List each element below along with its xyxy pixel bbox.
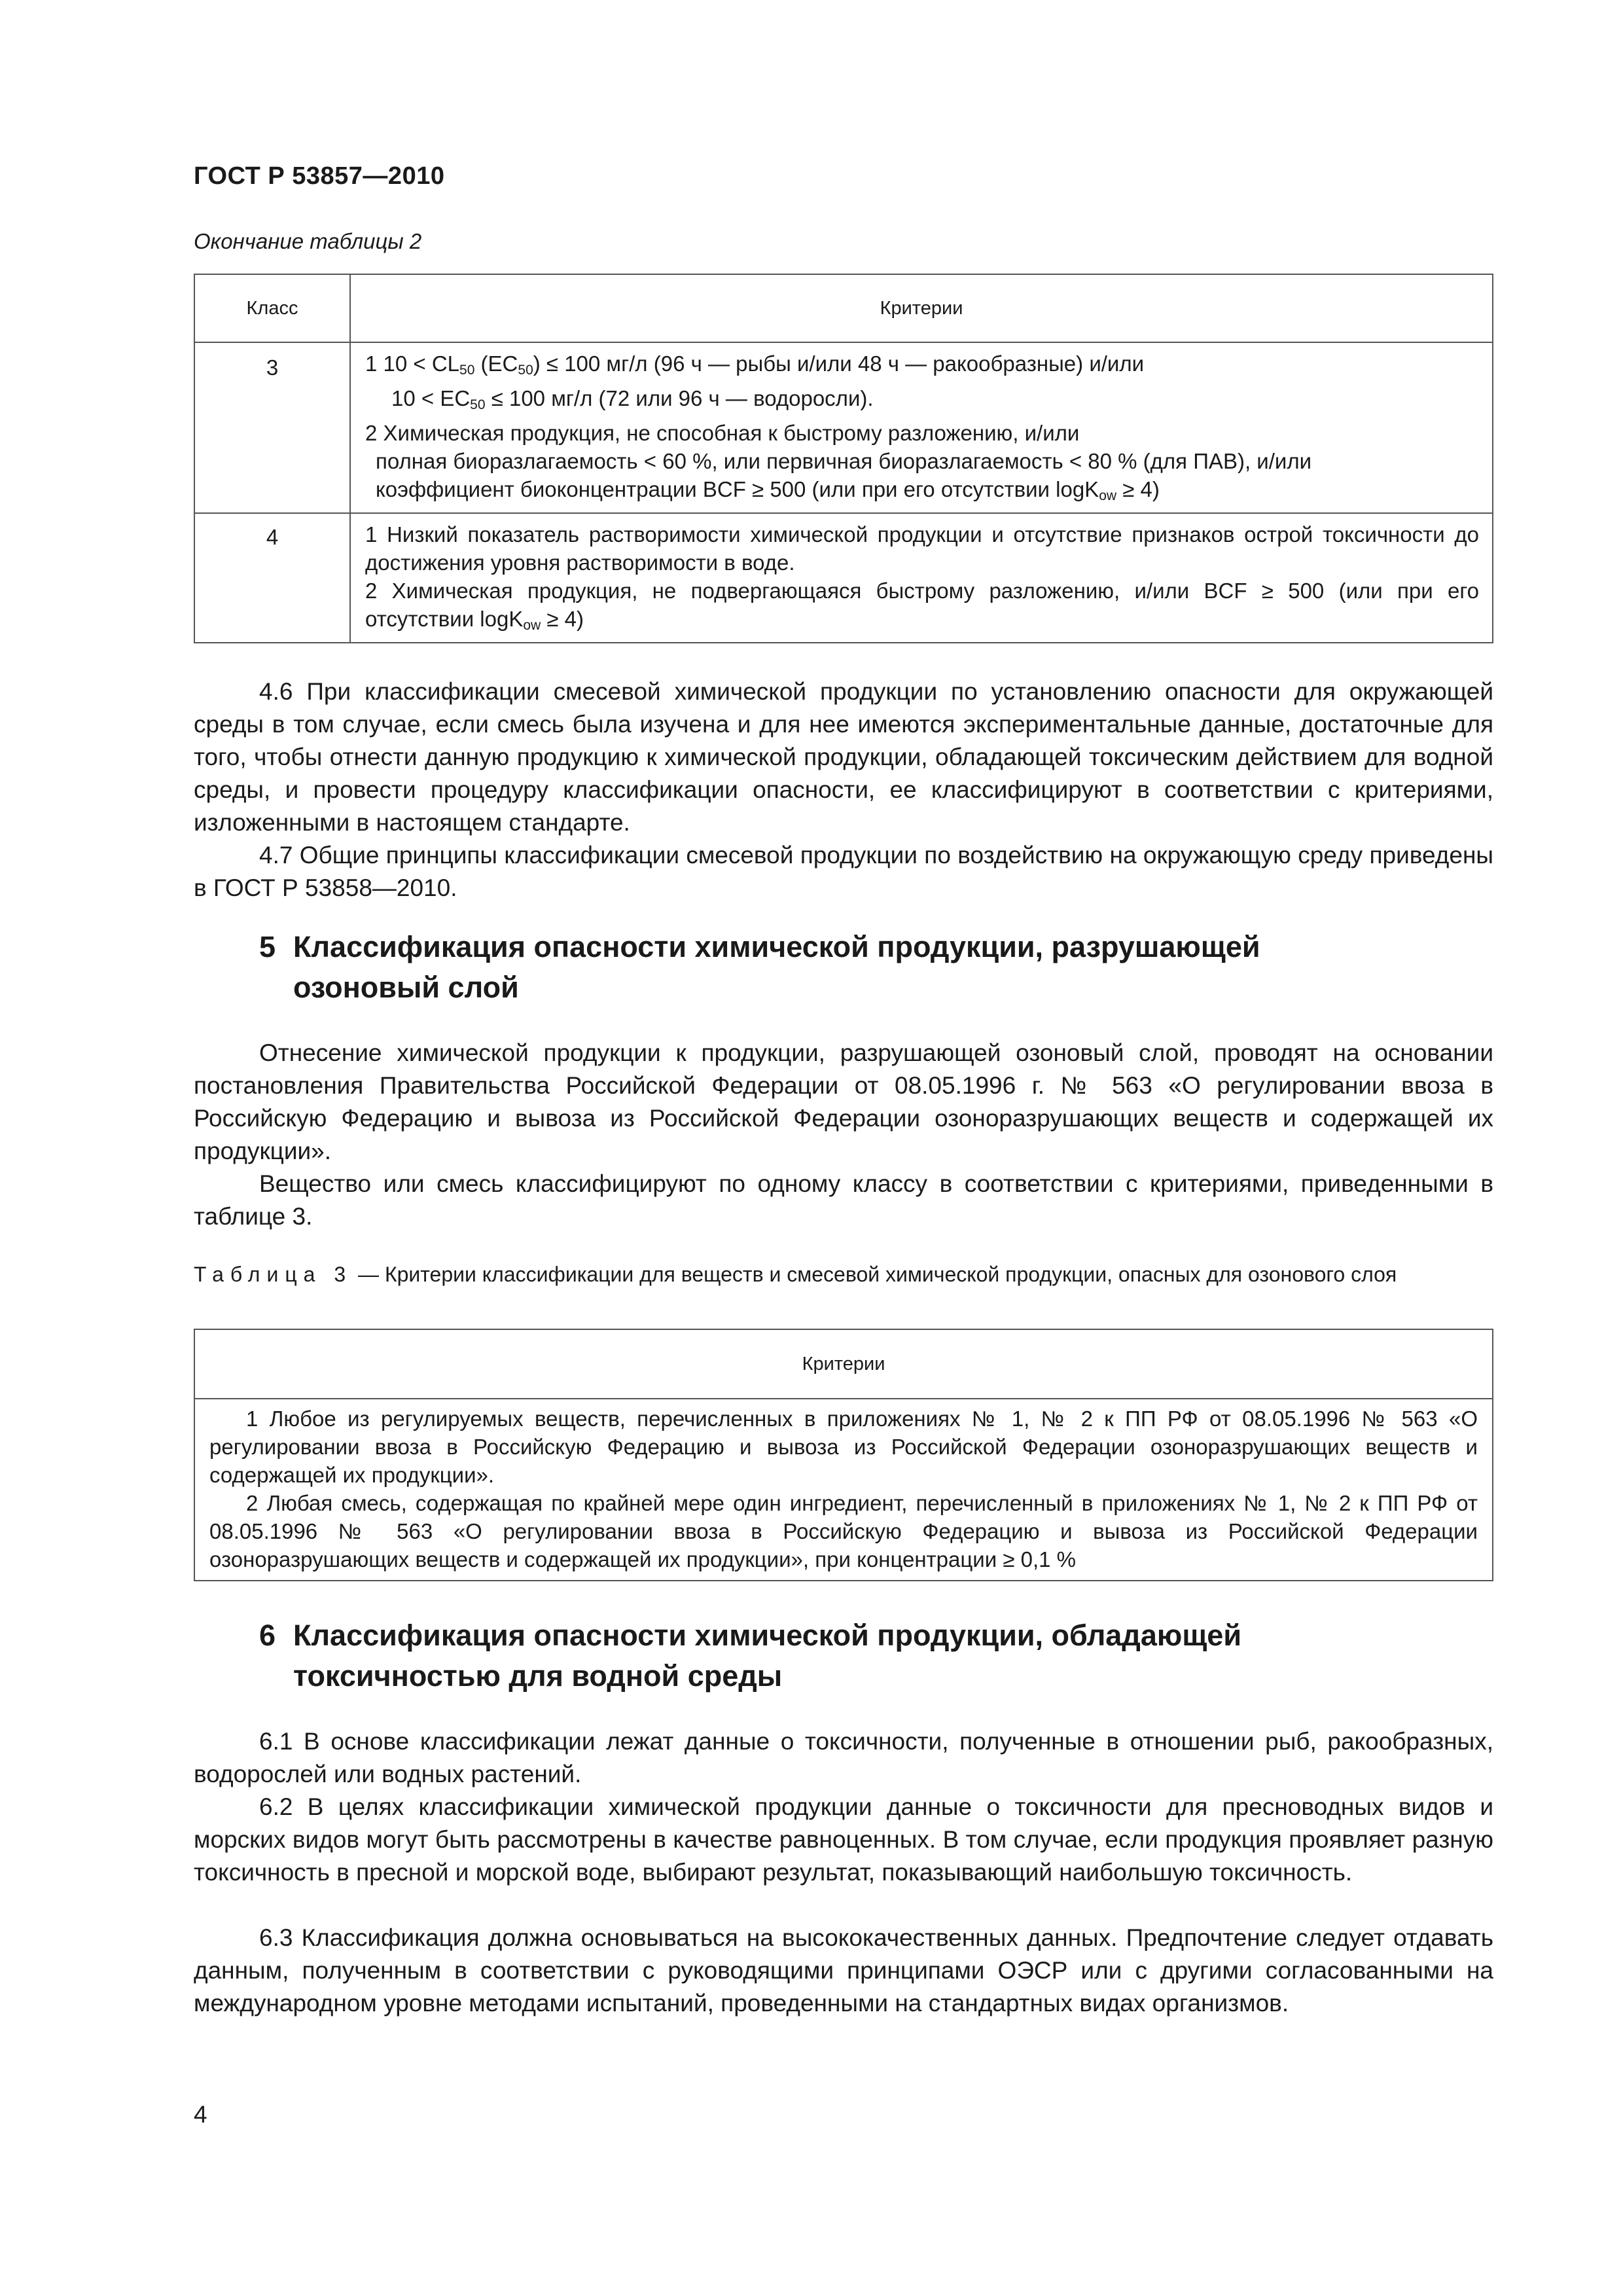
- table-continuation-note: Окончание таблицы 2: [194, 229, 422, 253]
- paragraph-6-1: 6.1 В основе классификации лежат данные о токсичности, полученные в отношении рыб, ракообразных, водорослей или водных растений.: [194, 1728, 1493, 1787]
- table-row: [194, 342, 1493, 513]
- criteria-line: коэффициент биоконцентрации BCF ≥ 500 (или при его отсутствии logK$_{ow}$ ≥ 4): [376, 477, 1160, 503]
- criteria-line: $10 < EC_{50} \le 100$ мг/л (72 или 96 ч — водоросли).: [391, 386, 874, 412]
- table-2-header-criteria: Критерии: [350, 274, 1493, 342]
- table-2: [194, 274, 1493, 643]
- table-3-caption: Таблица 3 — Критерии классификации для веществ и смесевой химической продукции, опасных для озонового слоя: [194, 1263, 1397, 1286]
- table-2-criteria-cell: [350, 513, 1493, 643]
- criteria-item: 1 Любое из регулируемых веществ, перечисленных в приложениях № 1, № 2 к ПП РФ от 08.05.1996 № 563 «О регулировании ввоза в Российскую Федерацию и вывоза из Российской Федерации озоноразрушающих веществ и содержащей их продукции».: [209, 1407, 1478, 1487]
- page-number: 4: [194, 2101, 207, 2128]
- table-2-criteria-cell: [350, 342, 1493, 513]
- table-3: [194, 1329, 1493, 1581]
- document-page: [194, 0, 1493, 2296]
- table-3-criteria-cell: [194, 1399, 1493, 1581]
- table-row: [194, 513, 1493, 643]
- section-6-heading: 6 Классификация опасности химической продукции, обладающей токсичностью для водной среды: [259, 1619, 1241, 1693]
- criteria-line: 1 Низкий показатель растворимости химической продукции и отсутствие признаков острой токсичности до достижения уровня растворимости в воде.: [365, 522, 1479, 575]
- section-5-paragraph: Вещество или смесь классифицируют по одному классу в соответствии с критериями, приведенными в таблице 3.: [194, 1170, 1493, 1230]
- paragraph-6-2: 6.2 В целях классификации химической продукции данные о токсичности для пресноводных видов и морских видов могут быть рассмотрены в качестве равноценных. В том случае, если продукция проявляет разную токсичность в пресной и морской воде, выбирают результат, показывающий наибольшую токсичность.: [194, 1793, 1493, 1886]
- paragraph-6-3: 6.3 Классификация должна основываться на высококачественных данных. Предпочтение следует отдавать данным, полученным в соответствии с руководящими принципами ОЭСР или с другими согласованными на международном уровне методами испытаний, проведенными на стандартных видах организмов.: [194, 1924, 1493, 2017]
- section-5-heading: 5 Классификация опасности химической продукции, разрушающей озоновый слой: [259, 930, 1260, 1004]
- table-2-class-cell: 3: [194, 342, 350, 513]
- table-2-header-class: Класс: [194, 274, 350, 342]
- criteria-line: 2 Химическая продукция, не подвергающаяся быстрому разложению, и/или BCF ≥ 500 (или при его отсутствии logK$_{ow}$ ≥ 4): [365, 579, 1479, 633]
- section-5-paragraph: Отнесение химической продукции к продукции, разрушающей озоновый слой, проводят на основании постановления Правительства Российской Федерации от 08.05.1996 г. № 563 «О регулировании ввоза в Российскую Федерацию и вывоза из Российской Федерации озоноразрушающих веществ и содержащей их продукции».: [194, 1039, 1493, 1164]
- criteria-line: полная биоразлагаемость < 60 %, или первичная биоразлагаемость < 80 % (для ПАВ), и/или: [376, 449, 1312, 473]
- paragraph-4-7: 4.7 Общие принципы классификации смесевой продукции по воздействию на окружающую среду приведены в ГОСТ Р 53858—2010.: [194, 842, 1493, 901]
- table-3-header-criteria: Критерии: [194, 1329, 1493, 1399]
- paragraph-4-6: 4.6 При классификации смесевой химической продукции по установлению опасности для окружающей среды в том случае, если смесь была изучена и для нее имеются экспериментальные данные, достаточные для того, чтобы отнести данную продукцию к химической продукции, обладающей токсическим действием для водной среды, и провести процедуру классификации опасности, ее классифицируют в соответствии с критериями, изложенными в настоящем стандарте.: [194, 678, 1493, 836]
- table-2-class-cell: 4: [194, 513, 350, 643]
- document-code-header: ГОСТ Р 53857—2010: [194, 162, 445, 190]
- criteria-line: 1 $10 < CL_{50}$ $(EC_{50}) \le 100$ мг/л (96 ч — рыбы и/или 48 ч — ракообразные) и/или: [365, 351, 1145, 378]
- criteria-line: 2 Химическая продукция, не способная к быстрому разложению, и/или: [365, 421, 1080, 445]
- criteria-item: 2 Любая смесь, содержащая по крайней мере один ингредиент, перечисленный в приложениях № 1, № 2 к ПП РФ от 08.05.1996 № 563 «О регулировании ввоза в Российскую Федерацию и вывоза из Российской Федерации озоноразрушающих веществ и содержащей их продукции», при концентрации ≥ 0,1 %: [209, 1491, 1478, 1571]
- table-row: [194, 1399, 1493, 1581]
